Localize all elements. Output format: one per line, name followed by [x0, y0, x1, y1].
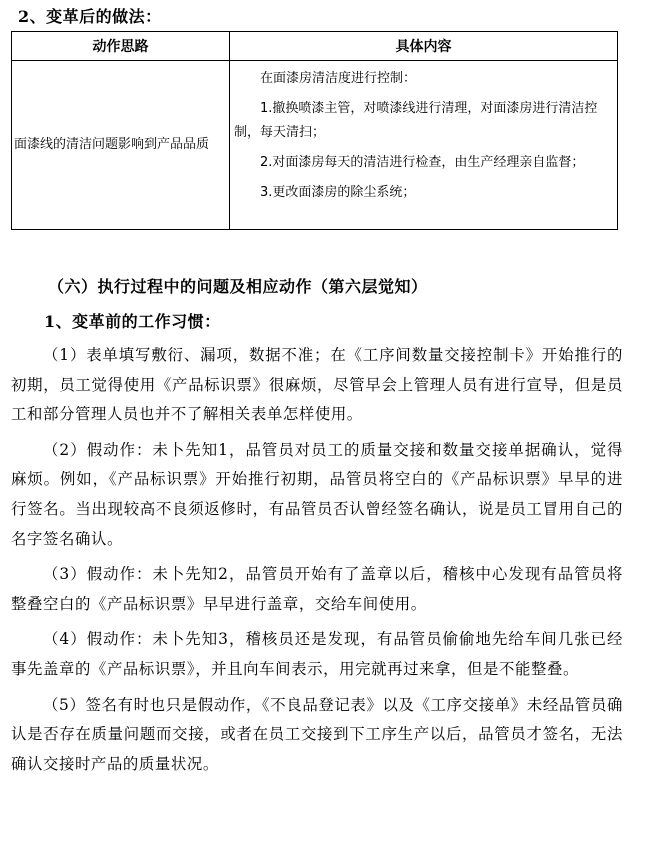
content-item: 1.撤换喷漆主管，对喷漆线进行清理，对面漆房进行清洁控制，每天清扫；: [234, 101, 598, 140]
content-item: 3.更改面漆房的除尘系统；: [260, 185, 416, 200]
column-header-content: 具体内容: [230, 32, 618, 61]
paragraph: （2）假动作：未卜先知1，品管员对员工的质量交接和数量交接单据确认，觉得麻烦。例如，《产品标识票》开始推行初期，品管员将空白的《产品标识票》早早的进行签名。当出现较高不良须返修时，有品管员否认曾经签名确认，说是员工冒用自己的名字签名确认。: [11, 440, 623, 548]
table-row: [12, 61, 618, 230]
content-item: 2.对面漆房每天的清洁进行检查，由生产经理亲自监督；: [260, 155, 585, 170]
paragraph: （5）签名有时也只是假动作，《不良品登记表》以及《工序交接单》未经品管员确认是否存在质量问题而交接，或者在员工交接到下工序生产以后，品管员才签名，无法确认交接时产品的质量状况。: [11, 695, 623, 773]
paragraph: （4）假动作：未卜先知3，稽核员还是发现，有品管员偷偷地先给车间几张已经事先盖章的《产品标识票》，并且向车间表示，用完就再过来拿，但是不能整叠。: [11, 630, 623, 678]
table-header-row: [12, 32, 618, 61]
column-header-idea: 动作思路: [12, 32, 230, 61]
sub-title: 1、变革前的工作习惯：: [44, 312, 221, 331]
content-cell: [230, 61, 618, 230]
content-intro: 在面漆房清洁度进行控制：: [260, 71, 417, 86]
body-text: [11, 341, 623, 785]
paragraph: （1）表单填写敷衍、漏项，数据不准；在《工序间数量交接控制卡》开始推行的初期，员工觉得使用《产品标识票》很麻烦，尽管早会上管理人员有进行宣导，但是员工和部分管理人员也并不了解相关表单怎样使用。: [11, 346, 623, 424]
section-title: （六）执行过程中的问题及相应动作（第六层觉知）: [48, 277, 428, 296]
paragraph: （3）假动作：未卜先知2，品管员开始有了盖章以后，稽核中心发现有品管员将整叠空白的《产品标识票》早早进行盖章，交给车间使用。: [11, 565, 623, 613]
idea-cell: [12, 61, 230, 230]
idea-text: 面漆线的清洁问题影响到产品品质: [14, 137, 210, 152]
section-heading-after-change: 2、变革后的做法：: [18, 7, 162, 26]
measures-table: [11, 31, 618, 230]
